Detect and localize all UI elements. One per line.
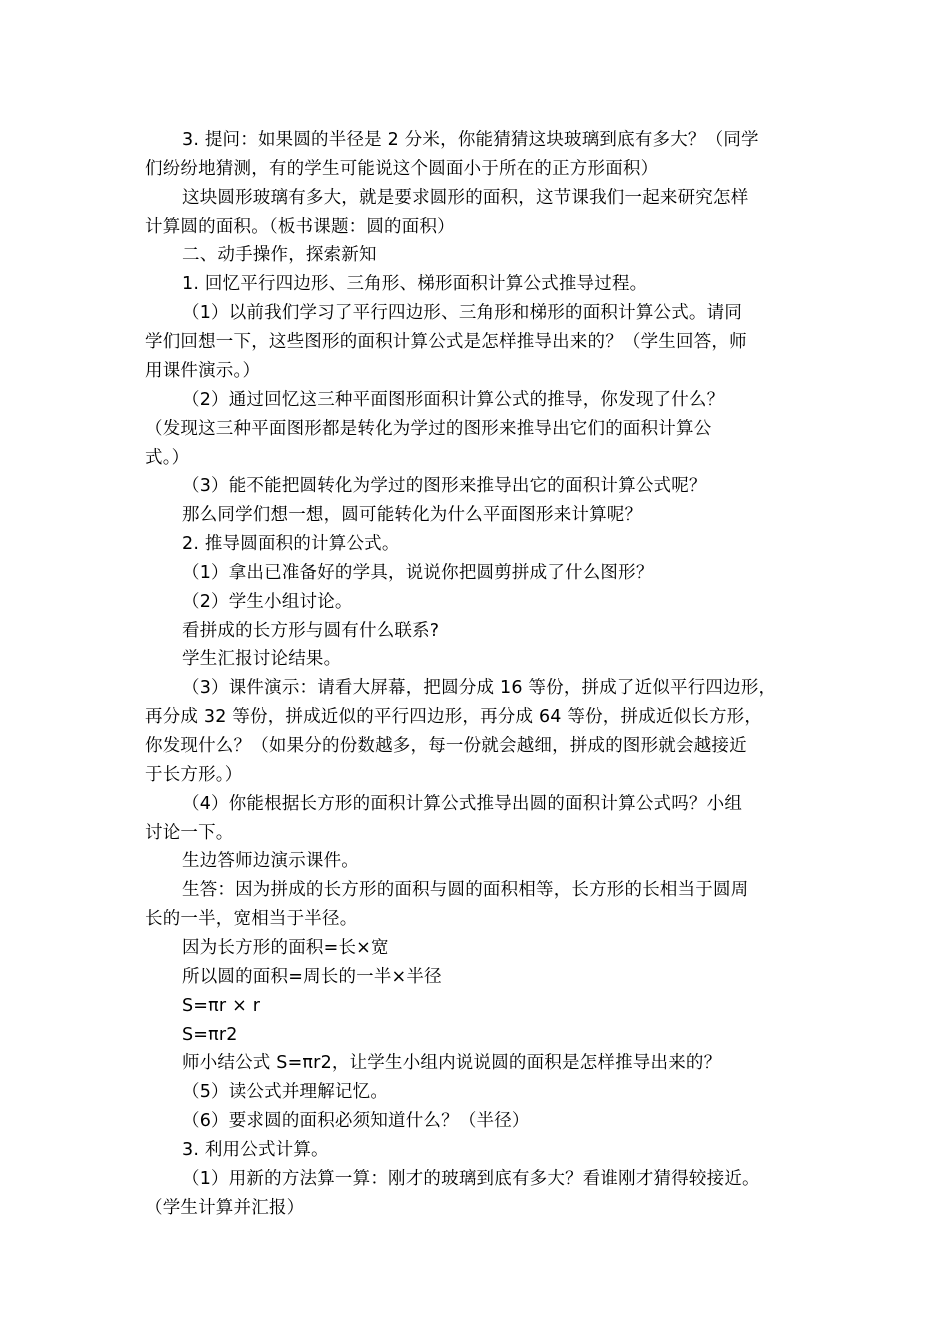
paragraph-line: 用课件演示。） [145,361,261,381]
paragraph-line: 学们回想一下，这些图形的面积计算公式是怎样推导出来的？（学生回答，师 [145,332,747,352]
paragraph-line: （4）你能根据长方形的面积计算公式推导出圆的面积计算公式吗？小组 [182,794,743,814]
paragraph-line: （5）读公式并理解记忆。 [182,1082,389,1102]
paragraph-line: 讨论一下。 [145,823,234,843]
formula-line: 所以圆的面积=周长的一半×半径 [182,967,442,987]
paragraph-line: 你发现什么？（如果分的份数越多，每一份就会越细，拼成的图形就会越接近 [145,736,747,756]
paragraph-line: （1）拿出已准备好的学具，说说你把圆剪拼成了什么图形？ [182,563,654,583]
paragraph-line: 1. 回忆平行四边形、三角形、梯形面积计算公式推导过程。 [182,274,648,294]
formula-line: 因为长方形的面积=长×宽 [182,938,389,958]
paragraph-line: （3）课件演示：请看大屏幕，把圆分成 16 等份，拼成了近似平行四边形， [182,678,777,698]
paragraph-line: 那么同学们想一想，圆可能转化为什么平面图形来计算呢？ [182,505,643,525]
paragraph-line: （1）用新的方法算一算：刚才的玻璃到底有多大？看谁刚才猜得较接近。 [182,1169,760,1189]
paragraph-line: 式。） [145,448,190,468]
paragraph-line: 学生汇报讨论结果。 [182,649,342,669]
paragraph-line: 长的一半，宽相当于半径。 [145,909,358,929]
paragraph-line: 们纷纷地猜测，有的学生可能说这个圆面小于所在的正方形面积） [145,159,659,179]
paragraph-line: （2）通过回忆这三种平面图形面积计算公式的推导，你发现了什么？ [182,390,725,410]
formula-line: S=πr2 [182,1025,238,1045]
paragraph-line: 看拼成的长方形与圆有什么联系? [182,621,440,641]
paragraph-line: 这块圆形玻璃有多大，就是要求圆形的面积，这节课我们一起来研究怎样 [182,188,749,208]
paragraph-line: 再分成 32 等份，拼成近似的平行四边形，再分成 64 等份，拼成近似长方形， [145,707,763,727]
paragraph-line: 生边答师边演示课件。 [182,851,359,871]
paragraph-line: 2. 推导圆面积的计算公式。 [182,534,400,554]
paragraph-line: 3. 提问：如果圆的半径是 2 分米，你能猜猜这块玻璃到底有多大？（同学 [182,130,759,150]
paragraph-line: 师小结公式 S=πr2，让学生小组内说说圆的面积是怎样推导出来的？ [182,1053,722,1073]
section-heading: 二、动手操作，探索新知 [182,245,377,265]
paragraph-line: （发现这三种平面图形都是转化为学过的图形来推导出它们的面积计算公 [145,419,712,439]
paragraph-line: 于长方形。） [145,765,243,785]
paragraph-line: （2）学生小组讨论。 [182,592,353,612]
paragraph-line: 生答：因为拼成的长方形的面积与圆的面积相等，长方形的长相当于圆周 [182,880,749,900]
paragraph-line: （1）以前我们学习了平行四边形、三角形和梯形的面积计算公式。请同 [182,303,743,323]
paragraph-line: 计算圆的面积。（板书课题：圆的面积） [145,217,455,237]
formula-line: S=πr × r [182,996,261,1016]
paragraph-line: 3. 利用公式计算。 [182,1140,329,1160]
paragraph-line: （3）能不能把圆转化为学过的图形来推导出它的面积计算公式呢？ [182,476,707,496]
paragraph-line: （6）要求圆的面积必须知道什么？（半径） [182,1111,530,1131]
paragraph-line: （学生计算并汇报） [145,1198,305,1218]
